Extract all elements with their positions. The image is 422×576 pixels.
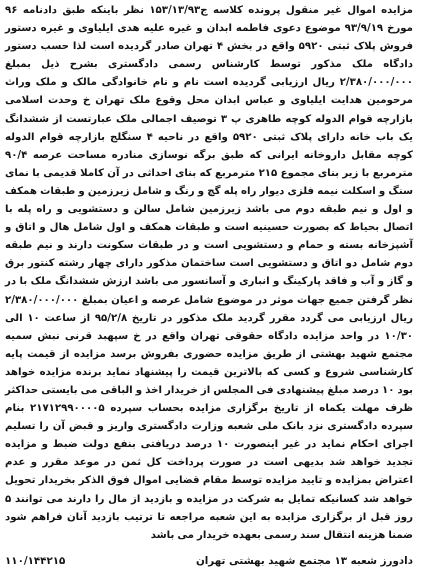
notice-reference-number: ۱۱۰/۱۴۴۲۱۵ xyxy=(5,555,66,567)
notice-body: مزایده اموال غیر منقول پرونده کلاسه ج۱۵۳/۱۳/۹۳ نظر باینکه طبق دادنامه ۹۶ مورخ ۹۳/۹/۱۹ موضوع دعوی فاطمه ابدان و غیره علیه هدی ایلیاوی و غیره دستور فروش پلاک ثبتی ۵۹۲۰ واقع در بخش ۴ تهران صادر گردیده است لذا حسب دستور دادگاه ملک مذکور توسط کارشناس رسمی دادگستری بشرح ذیل بمبلغ ۲/۳۸۰/۰۰۰/۰۰۰ ریال ارزیابی گردیده است نام و نام خانوادگی مالک و ملک وراث مرحومین هدایت ایلیاوی و عباس ابدان محل وقوع ملک تهران خ وحدت اسلامی بازارچه قوام الدوله کوچه طاهری پ ۳ توصیف اجمالی ملک عبارتست از ششدانگ یک باب خانه دارای پلاک ثبتی ۵۹۲۰ واقع در ناحیه ۴ سنگلج بازارچه قوام الدوله کوچه مقابل داروخانه ایرانی که طبق برگه نوسازی منادره مساحت عرصه ۹۰/۴ مترمربع با زیر بنای مجموع ۲۱۵ مترمربع که بنای احداثی در آن کاملا قدیمی با نمای سنگ و اسکلت نیمه فلزی دیوار راه پله گچ و رنگ و شامل زیرزمین و طبقات همکف و اول و نیم طبقه دوم می باشد زیرزمین شامل سالن و دستشویی و راه پله با اتصال بحیاط که بصورت حسینیه است و طبقات همکف و اول شامل هال و اتاق و آشپزخانه بسته و حمام و دستشویی است و در طبقات سکونت دارند و نیم طبقه دوم شامل دو اتاق و دستشویی است ساختمان مذکور دارای چهار رشته کنتور برق و گاز و آب و فاقد پارکینگ و انباری و آسانسور می باشد ارزش ششدانگ ملک با در نظر گرفتن جمیع جهات موثر در موضوع شامل عرصه و اعیان بمبلغ ۲/۳۸۰/۰۰۰/۰۰۰ ریال ارزیابی می گردد مقرر گردید ملک مذکور در تاریخ ۹۵/۲/۸ از ساعت ۱۰ الی ۱۰/۳۰ در واحد مزایده دادگاه حقوقی تهران واقع در خ سپهبد قرنی نبش سمیه مجتمع شهید بهشتی از طریق مزایده حضوری بفروش برسد مزایده از قیمت پایه کارشناسی شروع و کسی که بالاترین قیمت را پیشنهاد نماید برنده مزایده خواهد بود ۱۰ درصد مبلغ پیشنهادی فی المجلس از خریدار اخذ و الباقی می بایستی حداکثر ظرف مهلت یکماه از تاریخ برگزاری مزایده بحساب سپرده ۲۱۷۱۲۹۹۰۰۰۰۵ بنام سپرده دادگستری نزد بانک ملی شعبه وزارت دادگستری واریز و قبض آن را تسلیم اجرای احکام نماید در غیر اینصورت ۱۰ درصد دریافتی بنفع دولت ضبط و مزایده تجدید خواهد شد بدیهی است در صورت پرداخت کل ثمن در موعد مقرر و عدم اعتراض بمزایده و تایید مزایده توسط مقام قضایی اموال فوق الذکر بخریدار تحویل خواهد شد کسانیکه تمایل به شرکت در مزایده و بازدید از مال را دارند می توانند ۵ روز قبل از برگزاری مزایده به این شعبه مراجعه تا ترتیب بازدید آنان فراهم شود ضمنا هزینه انتقال سند رسمی بعهده خریدار می باشد xyxy=(5,5,414,541)
notice-signature: دادورز شعبه ۱۳ مجتمع شهید بهشتی تهران xyxy=(195,555,413,567)
notice-footer xyxy=(5,551,413,571)
